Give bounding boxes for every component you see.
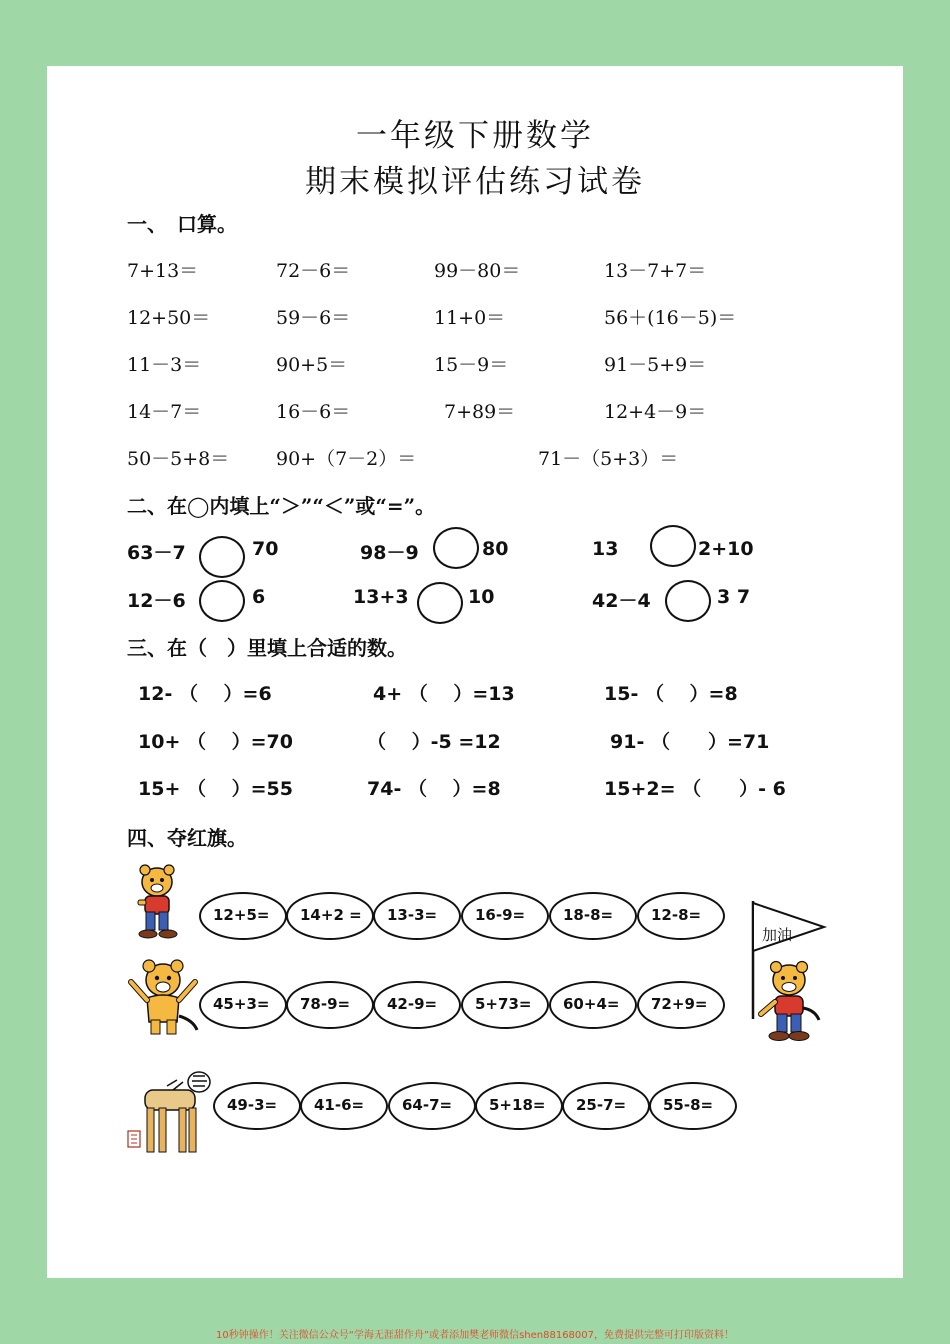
compare-left: 12－6 [127,590,186,612]
race-oval[interactable] [549,892,637,940]
oval-label: 12+5= [213,906,270,924]
oval-label: 25-7= [576,1096,627,1114]
oral-eq: 13－7+7＝ [604,260,707,282]
oral-eq: 90+5＝ [276,354,348,376]
compare-circle[interactable] [665,580,711,622]
fill-eq: 10+ （ ）=70 [138,731,293,753]
compare-right: 6 [252,586,266,608]
oral-eq: 12+50＝ [127,307,211,329]
oval-label: 45+3= [213,995,270,1013]
compare-right: 3 7 [717,586,751,608]
race-oval[interactable] [286,981,374,1029]
tiger-icon [135,862,187,946]
race-oval[interactable] [549,981,637,1029]
oval-label: 60+4= [563,995,620,1013]
compare-right: 80 [482,538,509,560]
race-oval[interactable] [649,1082,737,1130]
oral-eq: 59－6＝ [276,307,351,329]
fill-eq: 4+ （ ）=13 [373,683,515,705]
oval-label: 55-8= [663,1096,714,1114]
race-oval[interactable] [199,892,287,940]
fill-eq: （ ）-5 =12 [367,731,501,753]
race-oval[interactable] [286,892,374,940]
oval-label: 16-9= [475,906,526,924]
oval-label: 72+9= [651,995,708,1013]
seal-icon [127,1130,141,1148]
fill-eq: 15- （ ）=8 [604,683,738,705]
race-oval[interactable] [388,1082,476,1130]
compare-left: 13+3 [353,586,409,608]
race-oval[interactable] [373,981,461,1029]
compare-left: 98－9 [360,542,419,564]
race-oval[interactable] [475,1082,563,1130]
oral-eq: 7+13＝ [127,260,199,282]
compare-right: 70 [252,538,279,560]
race-oval[interactable] [461,892,549,940]
oval-label: 78-9= [300,995,351,1013]
oval-label: 14+2 = [300,906,362,924]
section3-heading: 三、在（ ）里填上合适的数。 [127,636,407,660]
compare-circle[interactable] [199,580,245,622]
fill-eq: 74- （ ）=8 [367,778,501,800]
race-oval[interactable] [562,1082,650,1130]
race-oval[interactable] [461,981,549,1029]
title-line1: 一年级下册数学 [356,118,594,154]
oral-eq: 14－7＝ [127,401,202,423]
race-oval[interactable] [199,981,287,1029]
fill-eq: 91- （ ）=71 [610,731,770,753]
oval-label: 49-3= [227,1096,278,1114]
race-oval[interactable] [637,981,725,1029]
zebra-icon [137,1068,217,1156]
section2-heading: 二、在◯内填上“＞”“＜”或“=”。 [127,494,436,518]
compare-right: 10 [468,586,495,608]
oral-eq: 7+89＝ [444,401,516,423]
oral-eq: 15－9＝ [434,354,509,376]
flag-text: 加油 [762,926,793,944]
oval-label: 41-6= [314,1096,365,1114]
compare-left: 42－4 [592,590,651,612]
oval-label: 64-7= [402,1096,453,1114]
oval-label: 18-8= [563,906,614,924]
oval-label: 5+73= [475,995,532,1013]
oral-eq: 99－80＝ [434,260,521,282]
section1-heading: 一、 口算。 [127,212,237,236]
race-oval[interactable] [300,1082,388,1130]
compare-left: 63－7 [127,542,186,564]
fill-eq: 15+ （ ）=55 [138,778,293,800]
compare-right: 2+10 [698,538,754,560]
title-line2: 期末模拟评估练习试卷 [305,164,645,200]
tiger-icon [757,958,823,1050]
oral-eq: 16－6＝ [276,401,351,423]
oral-eq: 71－（5+3）＝ [538,448,679,470]
oral-eq: 56＋(16－5)＝ [604,307,737,329]
oval-label: 5+18= [489,1096,546,1114]
fill-eq: 15+2= （ ）- 6 [604,778,786,800]
compare-circle[interactable] [650,525,696,567]
tiger-icon [127,956,201,1042]
race-oval[interactable] [373,892,461,940]
oral-eq: 90+（7－2）＝ [276,448,417,470]
oral-eq: 12+4－9＝ [604,401,707,423]
worksheet-page [47,66,903,1278]
oval-label: 42-9= [387,995,438,1013]
compare-circle[interactable] [417,582,463,624]
oral-eq: 72－6＝ [276,260,351,282]
oral-eq: 91－5+9＝ [604,354,707,376]
oral-eq: 11－3＝ [127,354,202,376]
oval-label: 13-3= [387,906,438,924]
footer-note: 10秒钟操作！关注微信公众号“学海无涯甜作舟”或者添加樊老师微信shen88168007，免费提供完整可打印版资料！ [215,1330,735,1341]
compare-circle[interactable] [433,527,479,569]
oval-label: 12-8= [651,906,702,924]
race-oval[interactable] [637,892,725,940]
oral-eq: 11+0＝ [434,307,506,329]
compare-left: 13 [592,538,619,560]
oral-eq: 50－5+8＝ [127,448,230,470]
race-oval[interactable] [213,1082,301,1130]
compare-circle[interactable] [199,536,245,578]
section4-heading: 四、夺红旗。 [127,826,247,850]
fill-eq: 12- （ ）=6 [138,683,272,705]
